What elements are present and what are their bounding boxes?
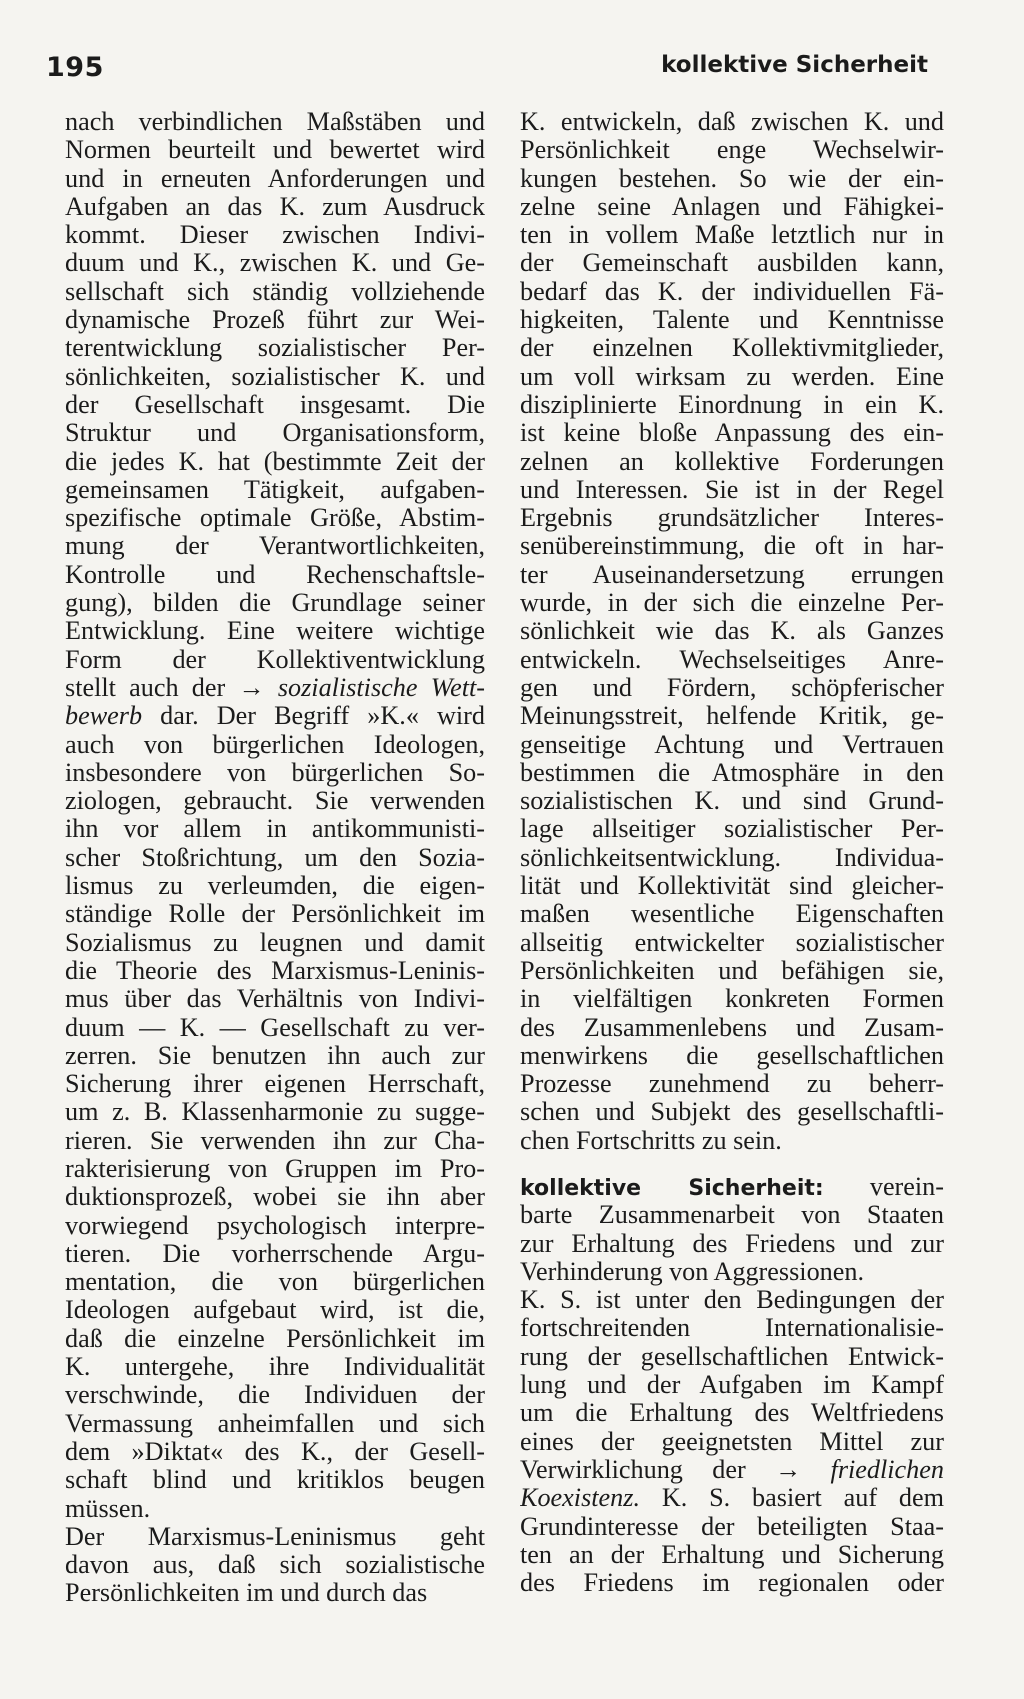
text-line: um voll wirksam zu werden. Eine [520, 362, 944, 391]
text-line: disziplinierte Einordnung in ein K. [520, 390, 944, 419]
text-line: und in erneuten Anforderungen und [65, 164, 485, 193]
text-segment: stellt auch der → [65, 673, 278, 702]
text-line: müssen. [65, 1493, 151, 1523]
text-line: senübereinstimmung, die oft in har- [520, 532, 944, 561]
text-line: um z. B. Klassenharmonie zu sugge- [65, 1098, 485, 1127]
text-line: rakterisierung von Gruppen im Pro- [65, 1154, 485, 1183]
text-line: genseitige Achtung und Vertrauen [520, 730, 944, 759]
text-line: ihn vor allem in antikommunisti- [65, 815, 485, 844]
text-segment: dar. Der Begriff »K.« wird [142, 702, 485, 731]
text-line: und Interessen. Sie ist in der Regel [520, 475, 944, 504]
text-line: daß die einzelne Persönlichkeit im [65, 1324, 485, 1353]
text-line: zerren. Sie benutzen ihn auch zur [65, 1041, 485, 1070]
text-line: Sicherung ihrer eigenen Herrschaft, [65, 1070, 485, 1099]
text-line: sönlichkeiten, sozialistischer K. und [65, 362, 485, 391]
text-line: zur Erhaltung des Friedens und zur [520, 1229, 944, 1258]
text-line: ter Auseinandersetzung errungen [520, 560, 944, 589]
text-line: mus über das Verhältnis von Indivi- [65, 985, 485, 1014]
text-line: dynamische Prozeß führt zur Wei- [65, 306, 485, 335]
text-line: ten an der Erhaltung und Sicherung [520, 1540, 944, 1569]
text-line: schen und Subjekt des gesellschaftli- [520, 1098, 944, 1127]
text-line: Verhinderung von Aggressionen. [520, 1256, 865, 1286]
text-line: zelne seine Anlagen und Fähigkei- [520, 192, 944, 221]
text-line: sönlichkeitsentwicklung. Individua- [520, 843, 944, 872]
text-line: K. untergehe, ihre Individualität [65, 1353, 485, 1382]
text-line: ist keine bloße Anpassung des ein- [520, 419, 944, 448]
text-line: higkeiten, Talente und Kenntnisse [520, 306, 944, 335]
text-line: Normen beurteilt und bewertet wird [65, 136, 485, 165]
running-head: kollektive Sicherheit [661, 52, 928, 78]
text-line: ständige Rolle der Persönlichkeit im [65, 900, 485, 929]
text-line: Prozesse zunehmend zu beherr- [520, 1070, 944, 1099]
text-line: kommt. Dieser zwischen Indivi- [65, 221, 485, 250]
text-line: mentation, die von bürgerlichen [65, 1268, 485, 1297]
text-line: Struktur und Organisationsform, [65, 419, 485, 448]
text-line: Grundinteresse der beteiligten Staa- [520, 1512, 944, 1541]
text-line: sellschaft sich ständig vollziehende [65, 277, 485, 306]
text-line: der Gesellschaft insgesamt. Die [65, 390, 485, 419]
text-line: bestimmen die Atmosphäre in den [520, 758, 944, 787]
text-segment: K. S. basiert auf dem [640, 1484, 944, 1513]
cross-reference-link: sozialistische Wett- [277, 673, 485, 702]
text-line: auch von bürgerlichen Ideologen, [65, 730, 485, 759]
text-line: spezifische optimale Größe, Abstim- [65, 504, 485, 533]
text-line: barte Zusammenarbeit von Staaten [520, 1201, 944, 1230]
text-line: allseitig entwickelter sozialistischer [520, 928, 944, 957]
text-line: verschwinde, die Individuen der [65, 1381, 485, 1410]
text-line: gen und Fördern, schöpferischer [520, 673, 944, 702]
text-line: sönlichkeit wie das K. als Ganzes [520, 617, 944, 646]
text-line: Ergebnis grundsätzlicher Interes- [520, 504, 944, 533]
text-line [520, 1484, 944, 1512]
text-line: Sozialismus zu leugnen und damit [65, 928, 485, 957]
text-line: gemeinsamen Tätigkeit, aufgaben- [65, 475, 485, 504]
text-line: in vielfältigen konkreten Formen [520, 985, 944, 1014]
text-line: dem »Diktat« des K., der Gesell- [65, 1437, 485, 1466]
text-line: eines der geeignetsten Mittel zur [520, 1427, 944, 1456]
text-line: entwickeln. Wechselseitiges Anre- [520, 645, 944, 674]
text-line: Entwicklung. Eine weitere wichtige [65, 617, 485, 646]
text-line: rung der gesellschaftlichen Entwick- [520, 1342, 944, 1371]
text-line: wurde, in der sich die einzelne Per- [520, 589, 944, 618]
text-line: K. S. ist unter den Bedingungen der [520, 1286, 944, 1315]
text-line: gung), bilden die Grundlage seiner [65, 589, 485, 618]
text-line: des Zusammenlebens und Zusam- [520, 1013, 944, 1042]
text-line: Vermassung anheimfallen und sich [65, 1409, 485, 1438]
text-line: Persönlichkeiten im und durch das [65, 1578, 428, 1608]
text-line: duum und K., zwischen K. und Ge- [65, 249, 485, 278]
text-line: mung der Verantwortlichkeiten, [65, 532, 485, 561]
text-line: Meinungsstreit, helfende Kritik, ge- [520, 702, 944, 731]
text-line: sozialistischen K. und sind Grund- [520, 787, 944, 816]
text-line: K. entwickeln, daß zwischen K. und [520, 108, 944, 136]
text-line: des Friedens im regionalen oder [520, 1569, 944, 1598]
text-line: Aufgaben an das K. zum Ausdruck [65, 192, 485, 221]
entry-headline [520, 1173, 944, 1201]
text-line: chen Fortschritts zu sein. [520, 1125, 782, 1155]
text-line: bedarf das K. der individuellen Fä- [520, 277, 944, 306]
text-line [520, 1456, 944, 1484]
text-line: menwirkens die gesellschaftlichen [520, 1041, 944, 1070]
text-line: lität und Kollektivität sind gleicher- [520, 872, 944, 901]
entry-keyword: kollektive Sicherheit: [520, 1175, 824, 1201]
text-line: insbesondere von bürgerlichen So- [65, 758, 485, 787]
text-line: Form der Kollektiventwicklung [65, 645, 485, 674]
text-line: rieren. Sie verwenden ihn zur Cha- [65, 1126, 485, 1155]
text-line: nach verbindlichen Maßstäben und [65, 108, 485, 136]
text-line: Persönlichkeiten und befähigen sie, [520, 956, 944, 985]
text-line: Ideologen aufgebaut wird, ist die, [65, 1296, 485, 1325]
text-line: Kontrolle und Rechenschaftsle- [65, 560, 485, 589]
text-line: duum — K. — Gesellschaft zu ver- [65, 1013, 485, 1042]
text-line: tieren. Die vorherrschende Argu- [65, 1239, 485, 1268]
text-line [65, 674, 485, 702]
text-line: ziologen, gebraucht. Sie verwenden [65, 787, 485, 816]
cross-reference-link: bewerb [65, 702, 143, 731]
text-line: um die Erhaltung des Weltfriedens [520, 1399, 944, 1428]
text-segment: Verwirklichung der → [520, 1455, 831, 1484]
text-line: zelnen an kollektive Forderungen [520, 447, 944, 476]
text-line: schaft blind und kritiklos beugen [65, 1466, 485, 1495]
text-line: duktionsprozeß, wobei sie ihn aber [65, 1183, 485, 1212]
text-line [65, 702, 485, 730]
text-line: ten in vollem Maße letztlich nur in [520, 221, 944, 250]
text-line: die Theorie des Marxismus-Leninis- [65, 956, 485, 985]
text-segment: verein- [823, 1172, 944, 1201]
right-column [520, 108, 944, 1597]
page-header [46, 44, 928, 94]
text-line: kungen bestehen. So wie der ein- [520, 164, 944, 193]
text-line: scher Stoßrichtung, um den Sozia- [65, 843, 485, 872]
page-number: 195 [46, 52, 104, 83]
text-line: der Gemeinschaft ausbilden kann, [520, 249, 944, 278]
text-line: terentwicklung sozialistischer Per- [65, 334, 485, 363]
text-line: lismus zu verleumden, die eigen- [65, 872, 485, 901]
text-line: Persönlichkeit enge Wechselwir- [520, 136, 944, 165]
text-line: die jedes K. hat (bestimmte Zeit der [65, 447, 485, 476]
text-line: der einzelnen Kollektivmitglieder, [520, 334, 944, 363]
text-line: fortschreitenden Internationalisie- [520, 1314, 944, 1343]
cross-reference-link: Koexistenz. [520, 1484, 641, 1513]
text-line: maßen wesentliche Eigenschaften [520, 900, 944, 929]
text-line: lung und der Aufgaben im Kampf [520, 1371, 944, 1400]
text-line: davon aus, daß sich sozialistische [65, 1551, 485, 1580]
paragraph-gap [520, 1155, 944, 1173]
left-column [65, 108, 485, 1608]
cross-reference-link: friedlichen [830, 1455, 944, 1484]
text-line: vorwiegend psychologisch interpre- [65, 1211, 485, 1240]
text-line: Der Marxismus-Leninismus geht [65, 1522, 485, 1551]
text-line: lage allseitiger sozialistischer Per- [520, 815, 944, 844]
